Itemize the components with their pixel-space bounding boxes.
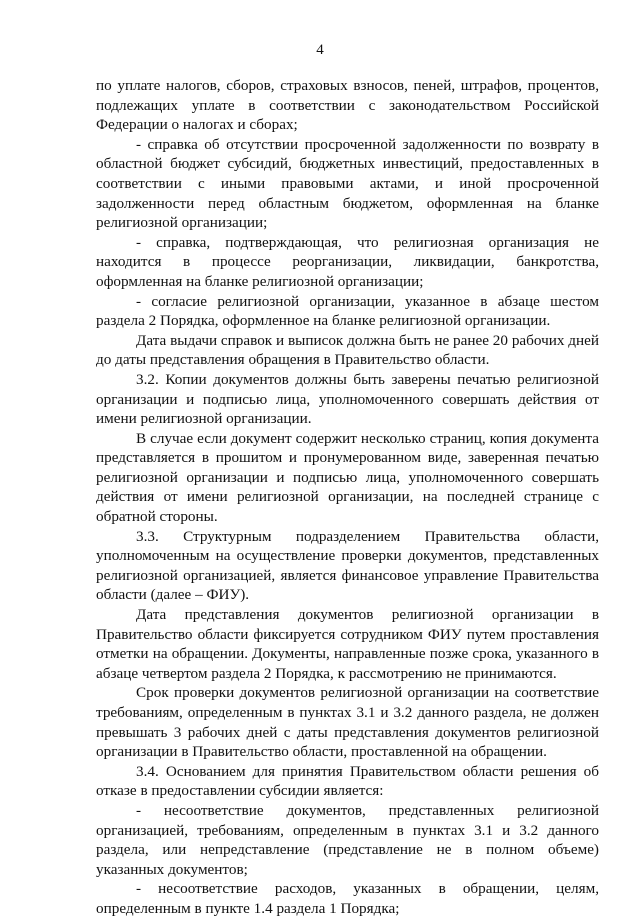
paragraph: - справка, подтверждающая, что религиозная организация не находится в процессе реорганизации, ликвидации, банкротства, оформленная на бланке религиозной организации;	[96, 233, 599, 290]
paragraph: по уплате налогов, сборов, страховых взносов, пеней, штрафов, процентов, подлежащих уплате в соответствии с законодательством Российской Федерации о налогах и сборах;	[96, 77, 599, 134]
paragraph: - несоответствие документов, представленных религиозной организацией, требованиям, определенным в пунктах 3.1 и 3.2 данного раздела, или непредставление (представление не в полном объеме) указанных документов;	[96, 801, 599, 878]
paragraph: 3.2. Копии документов должны быть заверены печатью религиозной организации и подписью лица, уполномоченного совершать действия от имени религиозной организации.	[96, 370, 599, 428]
paragraph: В случае если документ содержит несколько страниц, копия документа представляется в прошитом и пронумерованном виде, заверенная печатью религиозной организации и подписью лица, уполномоченного совершать действия от имени религиозной организации, на последней странице с обратной стороны.	[96, 429, 599, 526]
paragraph: - согласие религиозной организации, указанное в абзаце шестом раздела 2 Порядка, оформленное на бланке религиозной организации.	[96, 292, 599, 330]
paragraph: 3.4. Основанием для принятия Правительством области решения об отказе в предоставлении субсидии является:	[96, 762, 599, 800]
document-body	[96, 76, 599, 919]
paragraph: 3.3. Структурным подразделением Правительства области, уполномоченным на осуществление проверки документов, представленных религиозной организацией, является финансовое управление Правительства области (далее – ФИУ).	[96, 527, 599, 604]
paragraph: - справка об отсутствии просроченной задолженности по возврату в областной бюджет субсидий, бюджетных инвестиций, предоставленных в соответствии с иными правовыми актами, и иной просроченной задолженности перед областным бюджетом, оформленная на бланке религиозной организации;	[96, 135, 599, 232]
paragraph: Дата представления документов религиозной организации в Правительство области фиксируется сотрудником ФИУ путем проставления отметки на обращении. Документы, направленные позже срока, указанного в абзаце четвертом раздела 2 Порядка, к рассмотрению не принимаются.	[96, 606, 599, 682]
paragraph: - несоответствие расходов, указанных в обращении, целям, определенным в пункте 1.4 раздела 1 Порядка;	[96, 880, 599, 917]
page-number: 4	[316, 42, 324, 58]
paragraph: Дата выдачи справок и выписок должна быть не ранее 20 рабочих дней до даты представления обращения в Правительство области.	[96, 331, 599, 369]
paragraph: Срок проверки документов религиозной организации на соответствие требованиям, определенным в пунктах 3.1 и 3.2 данного раздела, не должен превышать 3 рабочих дней с даты представления документов религиозной организации в Правительство области, проставленной на обращении.	[96, 684, 599, 761]
